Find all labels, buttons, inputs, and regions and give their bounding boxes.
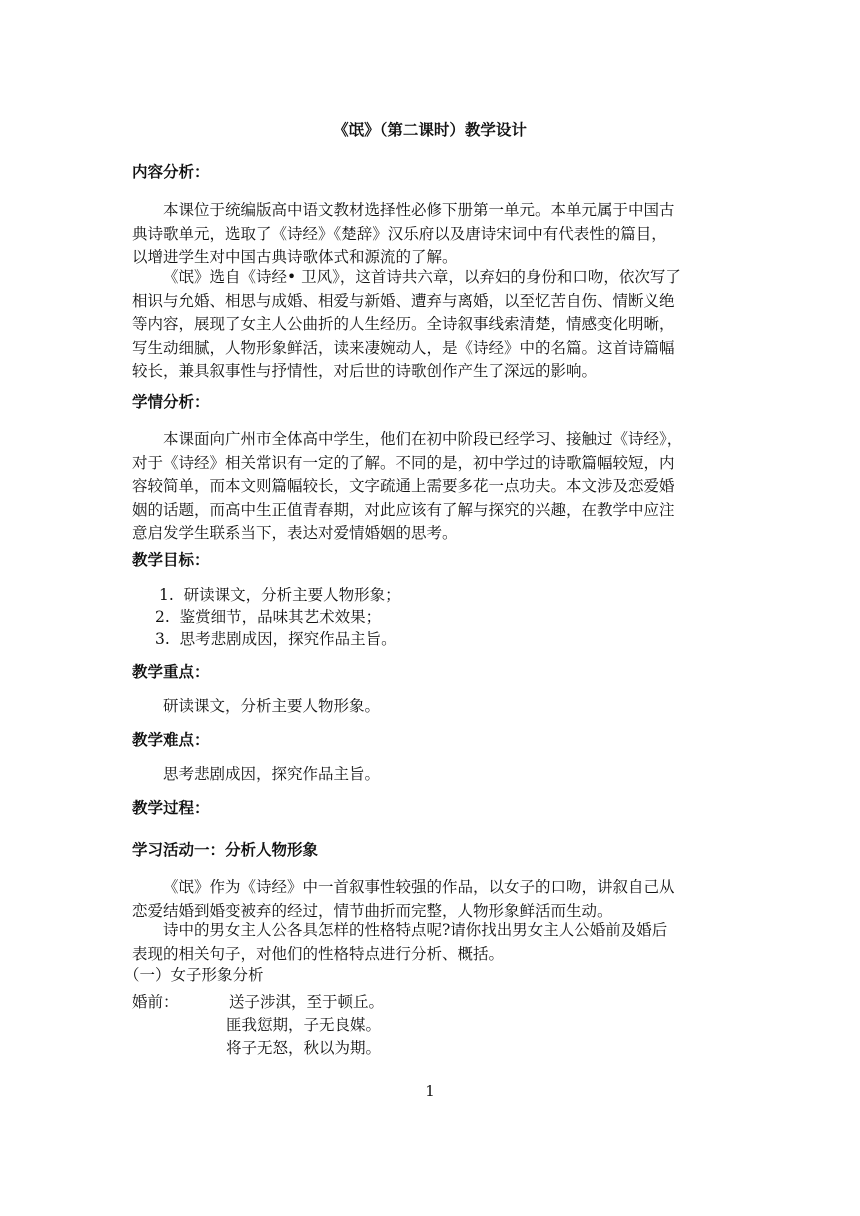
document-title: 《氓》（第二课时）教学设计 [333, 120, 527, 139]
text-line: 写生动细腻，人物形象鲜活，读来凄婉动人，是《诗经》中的名篇。这首诗篇幅 [132, 338, 675, 357]
text-line: 典诗歌单元，选取了《诗经》《楚辞》汉乐府以及唐诗宋词中有代表性的篇目， [132, 224, 667, 243]
poem-line: 将子无怒，秋以为期。 [226, 1039, 382, 1057]
text-line: 姻的话题，而高中生正值青春期，对此应该有了解与探究的兴趣，在教学中应注 [132, 500, 675, 519]
text-line: 本课面向广州市全体高中学生，他们在初中阶段已经学习、接触过《诗经》， [163, 430, 683, 448]
goal-item [159, 583, 401, 605]
text-line: 等内容，展现了女主人公曲折的人生经历。全诗叙事线索清楚，情感变化明晰， [132, 315, 675, 333]
heading-learner-analysis: 学情分析： [132, 392, 210, 411]
goal-number: 2. [155, 608, 170, 626]
text-line: 对于《诗经》相关常识有一定的了解。不同的是，初中学过的诗歌篇幅较短，内 [132, 453, 675, 472]
text-line: 表现的相关句子，对他们的性格特点进行分析、概括。 [132, 944, 505, 963]
text-line: 意启发学生联系当下，表达对爱情婚姻的思考。 [132, 524, 458, 542]
heading-teaching-process: 教学过程： [132, 798, 210, 817]
heading-key-points: 教学重点： [132, 662, 210, 681]
paragraph-activity-2 [132, 919, 742, 966]
text-line: 容较简单，而本文则篇幅较长，文字疏通上需要多花一点功夫。本文涉及恋爱婚 [132, 477, 675, 495]
goal-text: 研读课文，分析主要人物形象； [183, 586, 401, 604]
goal-number: 3. [155, 630, 170, 648]
text-line: 本课位于统编版高中语文教材选择性必修下册第一单元。本单元属于中国古 [163, 201, 675, 219]
goal-text: 思考悲剧成因，探究作品主旨。 [179, 630, 397, 648]
heading-activity-one: 学习活动一：分析人物形象 [132, 840, 319, 859]
poem-line: 匪我愆期，子无良媒。 [226, 1016, 382, 1034]
text-line: 较长，兼具叙事性与抒情性，对后世的诗歌创作产生了深远的影响。 [132, 362, 598, 380]
paragraph-content-2 [132, 266, 742, 384]
goal-item [155, 605, 381, 627]
key-points-text: 研读课文，分析主要人物形象。 [163, 697, 381, 715]
text-line: 以增进学生对中国古典诗歌体式和源流的了解。 [132, 248, 458, 266]
goal-item [155, 627, 397, 649]
subheading-female-character: （一）女子形象分析 [124, 966, 264, 984]
paragraph-learner [132, 428, 742, 546]
goal-number: 1. [159, 586, 174, 604]
text-line: 恋爱结婚到婚变被弃的经过，情节曲折而完整，人物形象鲜活而生动。 [132, 901, 613, 920]
paragraph-activity-1 [132, 876, 742, 923]
goal-text: 鉴赏细节，品味其艺术效果； [179, 608, 382, 626]
poem-line: 送子涉淇，至于顿丘。 [229, 993, 385, 1011]
difficult-points-text: 思考悲剧成因，探究作品主旨。 [163, 765, 381, 783]
paragraph-content-1 [132, 199, 742, 270]
heading-content-analysis: 内容分析： [132, 162, 210, 181]
heading-teaching-goals: 教学目标： [132, 550, 210, 569]
page-number: 1 [425, 1082, 435, 1100]
text-line: 诗中的男女主人公各具怎样的性格特点呢?请你找出男女主人公婚前及婚后 [163, 921, 668, 939]
heading-difficult-points: 教学难点： [132, 730, 210, 749]
label-before-marriage: 婚前： [132, 993, 179, 1011]
text-line: 《氓》选自《诗经• 卫风》，这首诗共六章，以弃妇的身份和口吻，依次写了 [163, 268, 681, 286]
text-line: 相识与允婚、相思与成婚、相爱与新婚、遭弃与离婚，以至忆苦自伤、情断义绝 [132, 291, 675, 310]
text-line: 《氓》作为《诗经》中一首叙事性较强的作品，以女子的口吻，讲叙自己从 [163, 878, 675, 896]
